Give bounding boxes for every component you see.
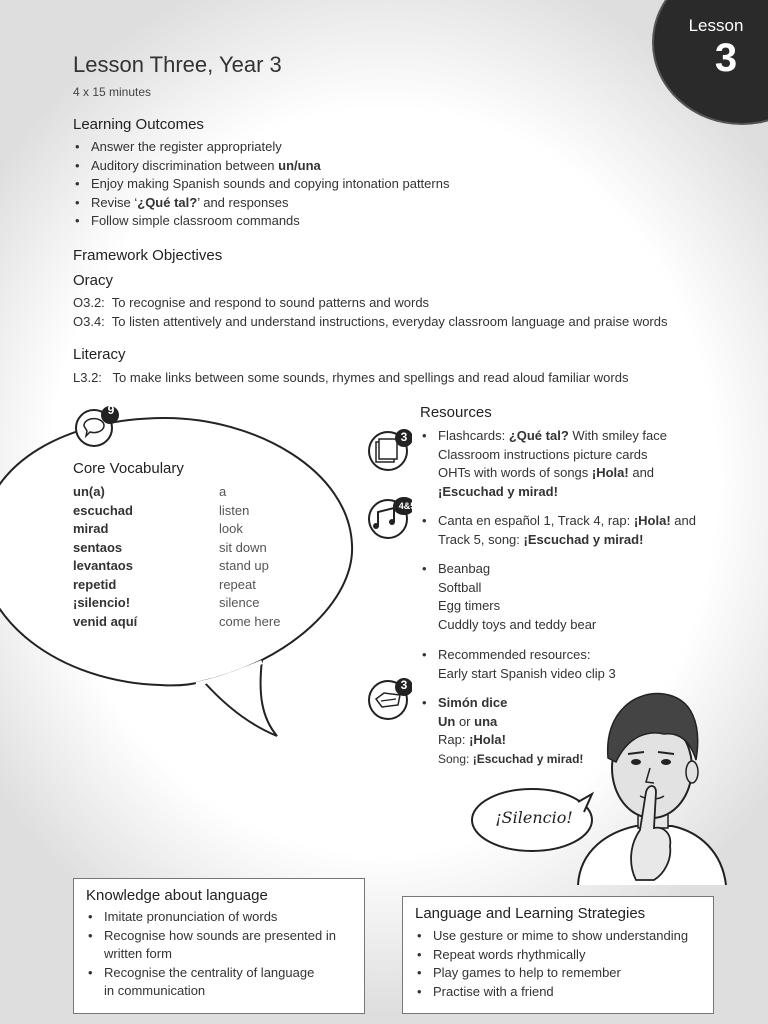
knowledge-heading: Knowledge about language (86, 887, 268, 904)
objective-row: O3.4: To listen attentively and understand instructions, everyday classroom language and praise words (73, 313, 668, 329)
list-item: • Simón dice (422, 695, 508, 710)
list-item: • Answer the register appropriately (73, 138, 693, 157)
list-item: • Auditory discrimination between un/una (73, 157, 693, 176)
strategies-heading: Language and Learning Strategies (415, 905, 646, 922)
resource-flashcards (422, 427, 742, 501)
knowledge-list (86, 908, 352, 1001)
resource-line: Cuddly toys and teddy bear (438, 616, 597, 632)
vocabulary-row: venid aquí come here (73, 613, 281, 629)
list-item: • Imitate pronunciation of words (86, 908, 352, 927)
knowledge-about-language-box (73, 878, 365, 1014)
resource-cd (422, 512, 742, 549)
resource-line: Early start Spanish video clip 3 (438, 665, 616, 681)
vocabulary-row: sentaos sit down (73, 539, 267, 555)
list-item: • Repeat words rhythmically (415, 946, 701, 965)
vocabulary-icon-number: 9 (107, 403, 115, 417)
resource-line: Softball (438, 579, 482, 595)
lesson-badge-number: 3 (714, 36, 738, 80)
list-item: • Play games to help to remember (415, 964, 701, 983)
music-cd-icon-number: 4&5 (398, 501, 416, 511)
page-title: Lesson Three, Year 3 (73, 52, 282, 77)
oracy-heading: Oracy (73, 272, 114, 289)
list-item: • Beanbag (422, 561, 491, 576)
core-vocabulary-heading: Core Vocabulary (73, 460, 184, 477)
learning-outcomes-heading: Learning Outcomes (73, 116, 204, 133)
list-item: • Follow simple classroom commands (73, 212, 693, 231)
vocabulary-table (73, 483, 313, 631)
framework-objectives-heading: Framework Objectives (73, 247, 223, 264)
learning-strategies-box (402, 896, 714, 1014)
resource-equipment (422, 560, 742, 634)
vocabulary-row: repetid repeat (73, 576, 256, 592)
vocabulary-row: ¡silencio! silence (73, 595, 260, 610)
list-item: • Practise with a friend (415, 983, 701, 1002)
resource-line: Un or una (438, 713, 498, 729)
boy-silencio-illustration (468, 680, 730, 885)
resource-line: Classroom instructions picture cards (438, 446, 648, 462)
objective-row: O3.2: To recognise and respond to sound patterns and words (73, 295, 430, 310)
resources-heading: Resources (420, 404, 492, 421)
resource-recommended (422, 646, 742, 683)
resource-line: Rap: ¡Hola! (438, 732, 506, 747)
list-item: • Flashcards: ¿Qué tal? With smiley face (422, 428, 668, 443)
list-item: • Enjoy making Spanish sounds and copying intonation patterns (73, 175, 693, 194)
vocabulary-row: levantaos stand up (73, 558, 269, 573)
list-item: • Recommended resources: (422, 647, 591, 662)
learning-outcomes-list (73, 138, 693, 231)
vocabulary-row: escuchad listen (73, 502, 250, 518)
strategies-list (415, 927, 701, 1001)
resource-line: Track 5, song: ¡Escuchad y mirad! (438, 531, 644, 547)
list-item: • Recognise the centrality of language in communication (86, 964, 352, 1001)
oracy-objectives (73, 294, 753, 331)
literacy-objectives (73, 369, 753, 388)
list-item: • Canta en español 1, Track 4, rap: ¡Hola! and (422, 513, 696, 528)
vocabulary-row: mirad look (73, 521, 243, 536)
lesson-badge-label: Lesson (688, 16, 744, 35)
list-item: • Recognise how sounds are presented in written form (86, 927, 352, 964)
resource-line: OHTs with words of songs ¡Hola! and (438, 465, 655, 480)
lesson-duration: 4 x 15 minutes (73, 85, 152, 99)
resource-line: ¡Escuchad y mirad! (438, 483, 558, 499)
literacy-heading: Literacy (73, 346, 126, 363)
list-item: • Revise ‘¿Qué tal?’ and responses (73, 194, 693, 213)
games-icon-number: 3 (400, 678, 408, 692)
flashcards-icon-number: 3 (400, 430, 408, 444)
resource-line: Egg timers (438, 598, 501, 613)
vocabulary-row: un(a) a (73, 484, 227, 499)
silencio-speech-text: ¡Silencio! (495, 808, 573, 827)
resource-line: Song: ¡Escuchad y mirad! (438, 751, 584, 766)
objective-row: L3.2: To make links between some sounds, rhymes and spellings and read aloud familiar words (73, 370, 629, 385)
list-item: • Use gesture or mime to show understanding (415, 927, 701, 946)
